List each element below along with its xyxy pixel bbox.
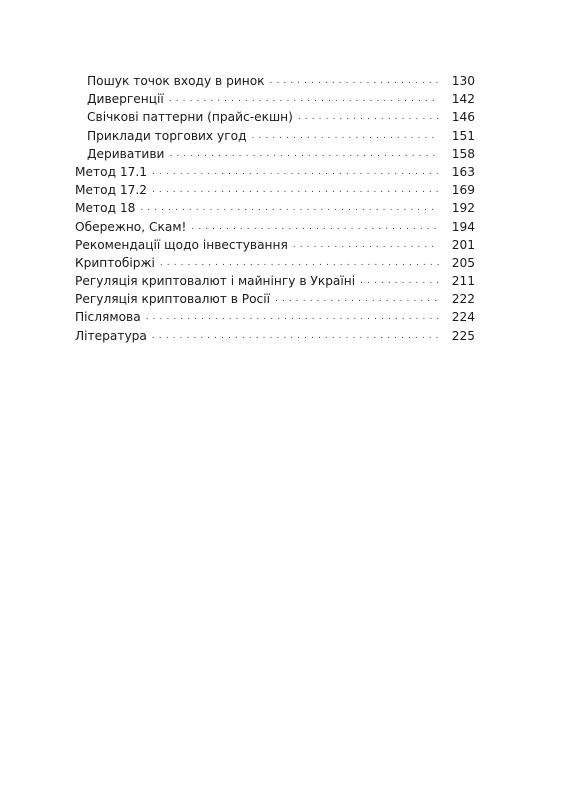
toc-entry[interactable]: [75, 163, 475, 181]
toc-entry-title: Деривативи: [87, 146, 165, 161]
dot-leader: [160, 257, 439, 269]
toc-entry-page: 163: [451, 164, 475, 179]
toc-entry-title: Метод 18: [75, 201, 136, 216]
dot-leader: [152, 330, 439, 342]
toc-entry-title: Дивергенції: [87, 92, 164, 107]
toc-entry[interactable]: [75, 127, 475, 145]
dot-leader: [360, 275, 439, 287]
toc-entry[interactable]: [75, 145, 475, 163]
toc-entry-page: 130: [451, 74, 475, 88]
toc-entry[interactable]: [75, 308, 475, 326]
dot-leader: [270, 75, 439, 87]
toc-entry-page: 205: [451, 255, 475, 270]
toc-entry[interactable]: [75, 236, 475, 254]
toc-entry-title: Обережно, Скам!: [75, 219, 187, 234]
toc-entry-page: 151: [451, 128, 475, 143]
toc-entry-page: 225: [451, 328, 475, 343]
toc-entry-page: 192: [451, 201, 475, 216]
toc-entry-page: 224: [451, 310, 475, 325]
toc-entry-page: 142: [451, 92, 475, 107]
toc-entry-title: Регуляція криптовалют і майнінгу в Україні: [75, 274, 356, 289]
toc-entry[interactable]: [75, 272, 475, 290]
toc-entry-page: 222: [451, 292, 475, 307]
toc-entry-page: 194: [451, 219, 475, 234]
toc-entry-page: 211: [451, 274, 475, 289]
toc-entry[interactable]: [75, 90, 475, 108]
toc-entry[interactable]: [75, 199, 475, 217]
toc-entry-title: Пошук точок входу в ринок: [87, 74, 265, 88]
toc-entry-title: Регуляція криптовалют в Росії: [75, 292, 271, 307]
toc-entry-title: Свічкові паттерни (прайс-екшн): [87, 110, 293, 125]
table-of-contents: [75, 72, 475, 345]
toc-entry-page: 158: [451, 146, 475, 161]
dot-leader: [293, 239, 439, 251]
toc-entry-title: Література: [75, 328, 147, 343]
dot-leader: [298, 111, 439, 123]
dot-leader: [169, 148, 439, 160]
toc-entry[interactable]: [75, 181, 475, 199]
toc-entry[interactable]: [75, 254, 475, 272]
dot-leader: [152, 184, 439, 196]
toc-entry-page: 201: [451, 237, 475, 252]
toc-entry-title: Рекомендації щодо інвестування: [75, 237, 288, 252]
dot-leader: [252, 130, 439, 142]
toc-entry-page: 169: [451, 183, 475, 198]
dot-leader: [146, 311, 439, 323]
toc-entry-title: Метод 17.2: [75, 183, 148, 198]
dot-leader: [152, 166, 439, 178]
toc-entry[interactable]: [75, 218, 475, 236]
toc-entry[interactable]: [75, 72, 475, 90]
toc-entry-title: Післямова: [75, 310, 141, 325]
dot-leader: [191, 221, 439, 233]
toc-entry-page: 146: [451, 110, 475, 125]
toc-entry-title: Криптобіржі: [75, 255, 155, 270]
dot-leader: [169, 93, 439, 105]
dot-leader: [140, 202, 439, 214]
toc-entry[interactable]: [75, 327, 475, 345]
toc-entry[interactable]: [75, 290, 475, 308]
toc-entry[interactable]: [75, 108, 475, 126]
dot-leader: [275, 293, 439, 305]
toc-entry-title: Метод 17.1: [75, 164, 148, 179]
toc-entry-title: Приклади торгових угод: [87, 128, 247, 143]
